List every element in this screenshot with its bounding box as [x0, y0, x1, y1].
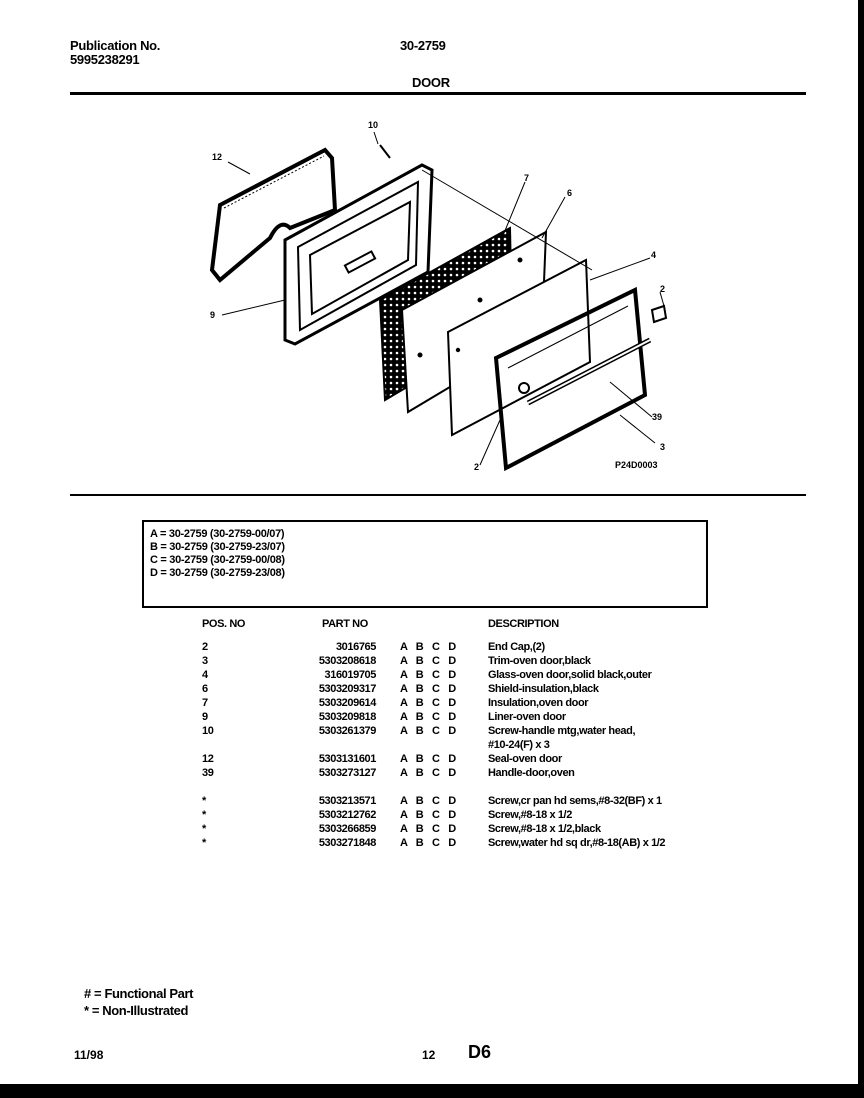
- cell-part: 5303266859: [318, 823, 376, 835]
- footer-date: 11/98: [74, 1048, 104, 1062]
- cell-part: 5303209818: [318, 711, 376, 723]
- cell-desc: Insulation,oven door: [488, 697, 589, 709]
- cell-pos: *: [202, 795, 206, 807]
- cell-pos: *: [202, 809, 206, 821]
- callout-10: 10: [368, 120, 379, 130]
- cell-part: 316019705: [324, 669, 376, 681]
- table-row: [0, 682, 864, 696]
- table-row: [0, 836, 864, 850]
- cell-desc: Screw,cr pan hd sems,#8-32(BF) x 1: [488, 795, 662, 807]
- table-row: [0, 822, 864, 836]
- publication-label: Publication No.: [70, 38, 161, 53]
- cell-pos: 7: [202, 697, 208, 709]
- cell-part: 5303213571: [318, 795, 376, 807]
- cell-models: A B C D: [400, 669, 456, 681]
- cell-part: 3016765: [335, 641, 376, 653]
- table-row: [0, 752, 864, 766]
- cell-pos: *: [202, 823, 206, 835]
- table-row: [0, 710, 864, 724]
- header-description: DESCRIPTION: [488, 618, 559, 630]
- cell-pos: 6: [202, 683, 208, 695]
- cell-desc: Screw,#8-18 x 1/2,black: [488, 823, 601, 835]
- cell-desc: Liner-oven door: [488, 711, 566, 723]
- table-row: [0, 724, 864, 738]
- model-d: D = 30-2759 (30-2759-23/08): [150, 567, 285, 579]
- callout-39: 39: [652, 412, 663, 422]
- cell-pos: 39: [202, 767, 214, 779]
- cell-part: 5303131601: [318, 753, 376, 765]
- exploded-door-diagram: [190, 110, 680, 480]
- cell-desc: Screw-handle mtg,water head,: [488, 725, 636, 737]
- screw-handle-mtg: [380, 145, 390, 158]
- table-row: [0, 696, 864, 710]
- cell-part: 5303208618: [318, 655, 376, 667]
- cell-models: A B C D: [400, 655, 456, 667]
- table-row: [0, 668, 864, 682]
- cell-desc: Trim-oven door,black: [488, 655, 591, 667]
- cell-part: 5303212762: [318, 809, 376, 821]
- diagram-svg: [190, 110, 680, 480]
- cell-models: A B C D: [400, 753, 456, 765]
- cell-desc: End Cap,(2): [488, 641, 545, 653]
- cell-pos: 10: [202, 725, 214, 737]
- callout-2-bottom: 2: [474, 462, 480, 472]
- table-row: [0, 794, 864, 808]
- callout-3: 3: [660, 442, 666, 452]
- header-pos-no: POS. NO: [202, 618, 246, 630]
- seal-oven-door: [212, 150, 335, 280]
- cell-models: A B C D: [400, 683, 456, 695]
- table-row: [0, 808, 864, 822]
- legend-functional: # = Functional Part: [84, 986, 194, 1001]
- cell-part: 5303271848: [318, 837, 376, 849]
- model-number: 30-2759: [400, 38, 446, 53]
- cell-models: A B C D: [400, 837, 456, 849]
- cell-pos: 12: [202, 753, 214, 765]
- model-a: A = 30-2759 (30-2759-00/07): [150, 528, 285, 540]
- cell-models: A B C D: [400, 711, 456, 723]
- cell-desc: #10-24(F) x 3: [488, 739, 550, 751]
- header-part-no: PART NO: [322, 618, 368, 630]
- cell-part: 5303261379: [318, 725, 376, 737]
- cell-models: A B C D: [400, 823, 456, 835]
- cell-pos: 4: [202, 669, 208, 681]
- cell-part: 5303209317: [318, 683, 376, 695]
- cell-pos: 2: [202, 641, 208, 653]
- cell-models: A B C D: [400, 809, 456, 821]
- table-row: [0, 640, 864, 654]
- model-b: B = 30-2759 (30-2759-23/07): [150, 541, 285, 553]
- cell-pos: 3: [202, 655, 208, 667]
- cell-models: A B C D: [400, 795, 456, 807]
- section-title: DOOR: [412, 75, 450, 90]
- end-cap: [652, 306, 666, 322]
- cell-models: A B C D: [400, 641, 456, 653]
- cell-desc: Glass-oven door,solid black,outer: [488, 669, 652, 681]
- cell-desc: Handle-door,oven: [488, 767, 575, 779]
- callout-2-top: 2: [660, 284, 666, 294]
- model-key-box: [142, 520, 708, 608]
- scan-border-right: [858, 0, 864, 1098]
- callout-4: 4: [651, 250, 657, 260]
- header-rule: [70, 92, 806, 95]
- figure-code: P24D0003: [615, 460, 658, 470]
- footer-page: 12: [422, 1048, 436, 1062]
- callout-6: 6: [567, 188, 573, 198]
- cell-desc: Screw,water hd sq dr,#8-18(AB) x 1/2: [488, 837, 666, 849]
- callout-12: 12: [212, 152, 223, 162]
- footer-section-code: D6: [468, 1042, 492, 1062]
- diagram-rule: [70, 494, 806, 496]
- callout-9: 9: [210, 310, 216, 320]
- cell-desc: Shield-insulation,black: [488, 683, 599, 695]
- cell-part: 5303209614: [318, 697, 376, 709]
- cell-part: 5303273127: [318, 767, 376, 779]
- legend-non-illustrated: * = Non-Illustrated: [84, 1003, 188, 1018]
- cell-models: A B C D: [400, 725, 456, 737]
- cell-desc: Seal-oven door: [488, 753, 562, 765]
- callout-7: 7: [524, 173, 530, 183]
- cell-models: A B C D: [400, 767, 456, 779]
- model-c: C = 30-2759 (30-2759-00/08): [150, 554, 285, 566]
- cell-pos: 9: [202, 711, 208, 723]
- scan-border-bottom: [0, 1084, 864, 1098]
- cell-pos: *: [202, 837, 206, 849]
- table-row: [0, 738, 864, 752]
- publication-number: 5995238291: [70, 52, 140, 67]
- table-row: [0, 766, 864, 780]
- cell-desc: Screw,#8-18 x 1/2: [488, 809, 572, 821]
- table-row: [0, 654, 864, 668]
- cell-models: A B C D: [400, 697, 456, 709]
